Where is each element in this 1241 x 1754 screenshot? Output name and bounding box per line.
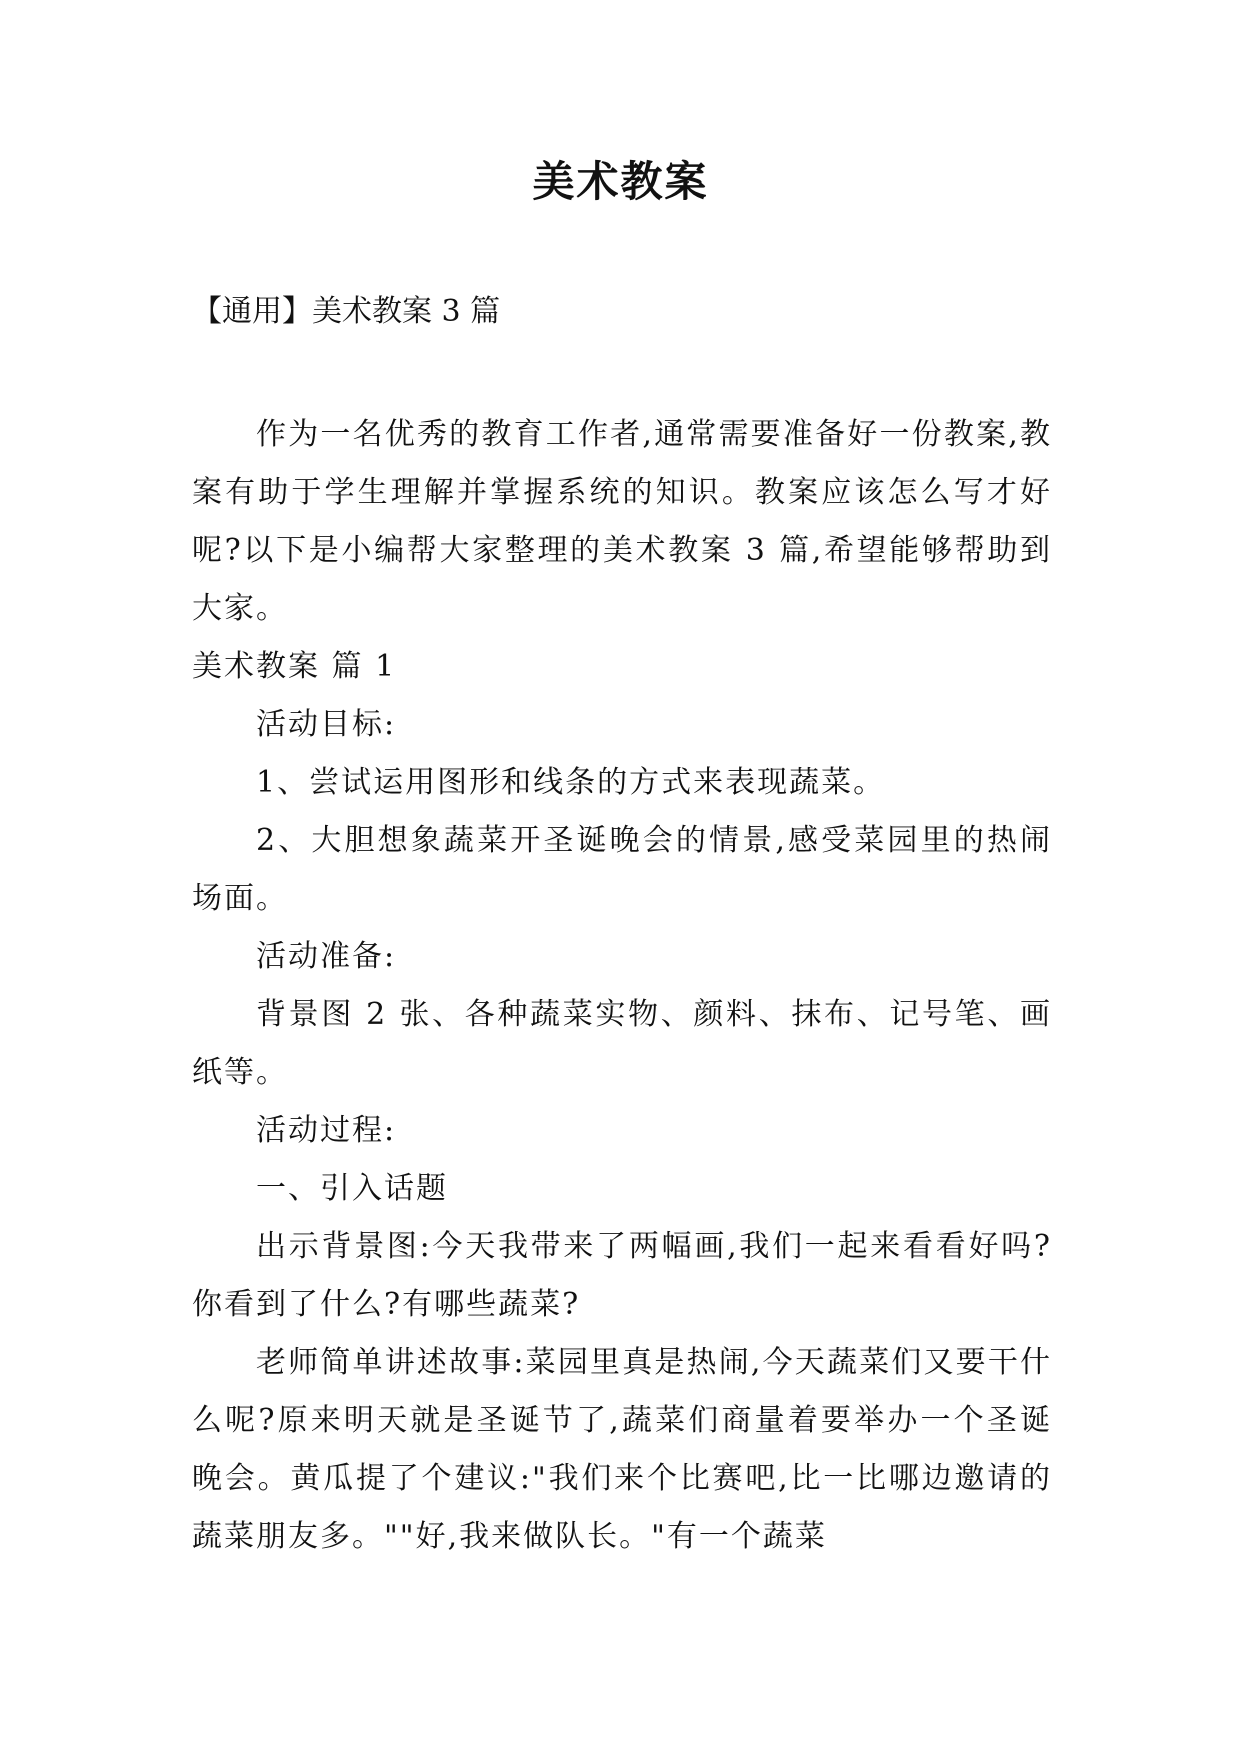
goal-item-1: 1、尝试运用图形和线条的方式来表现蔬菜。 <box>256 765 886 800</box>
intro-paragraph: 作为一名优秀的教育工作者,通常需要准备好一份教案,教案有助于学生理解并掌握系统的知识。教案应该怎么写才好呢?以下是小编帮大家整理的美术教案 3 篇,希望能够帮助到大家。 <box>192 417 1052 626</box>
section-heading: 美术教案 篇 1 <box>192 649 397 684</box>
document-body <box>192 406 1052 1566</box>
process-label: 活动过程: <box>256 1113 397 1148</box>
step-1-heading: 一、引入话题 <box>256 1171 448 1206</box>
story-paragraph: 老师简单讲述故事:菜园里真是热闹,今天蔬菜们又要干什么呢?原来明天就是圣诞节了,蔬菜们商量着要举办一个圣诞晚会。黄瓜提了个建议:"我们来个比赛吧,比一比哪边邀请的蔬菜朋友多。""好,我来做队长。"有一个蔬菜 <box>192 1345 1052 1554</box>
goal-item-2: 2、大胆想象蔬菜开圣诞晚会的情景,感受菜园里的热闹场面。 <box>192 823 1052 916</box>
preparation-items: 背景图 2 张、各种蔬菜实物、颜料、抹布、记号笔、画纸等。 <box>192 997 1052 1090</box>
preparation-label: 活动准备: <box>256 939 397 974</box>
document-title: 美术教案 <box>532 157 709 206</box>
activity-goal-label: 活动目标: <box>256 707 397 742</box>
document-subtitle: 【通用】美术教案 3 篇 <box>192 294 501 329</box>
step-1-text: 出示背景图:今天我带来了两幅画,我们一起来看看好吗?你看到了什么?有哪些蔬菜? <box>192 1229 1052 1322</box>
